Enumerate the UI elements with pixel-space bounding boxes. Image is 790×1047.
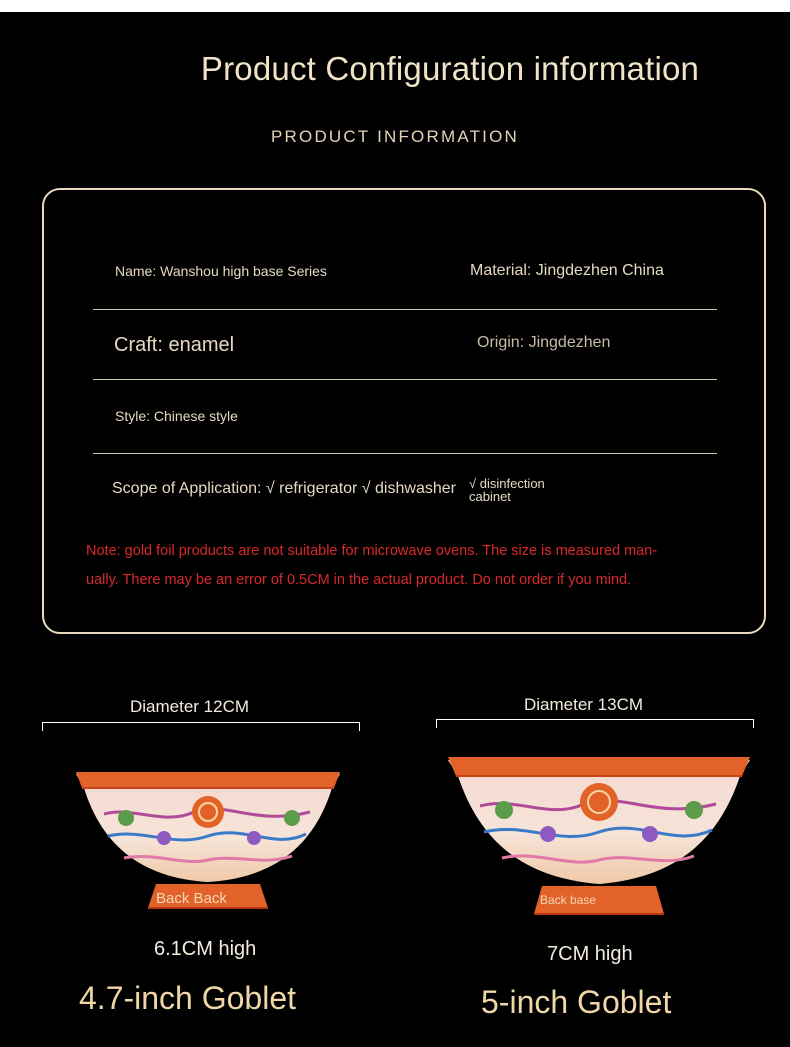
diameter-line [436, 719, 754, 720]
diameter-tick [753, 719, 754, 728]
spec-name: Name: Wanshou high base Series [115, 263, 327, 279]
microwave-note [86, 537, 726, 595]
page-subtitle: PRODUCT INFORMATION [271, 127, 519, 146]
note-line: Note: gold foil products are not suitable for microwave ovens. The size is measured man- [86, 543, 658, 559]
spec-craft: Craft: enamel [114, 334, 235, 356]
spec-scope-extra: cabinet [469, 489, 511, 504]
spec-material: Material: Jingdezhen China [470, 262, 664, 279]
spec-divider [93, 309, 717, 310]
height-label: 6.1CM high [154, 938, 257, 960]
bowl-watermark: Back base [540, 893, 597, 907]
spec-style: Style: Chinese style [115, 408, 238, 424]
diameter-label: Diameter 12CM [130, 697, 250, 716]
bowl-watermark: Back Back [156, 890, 227, 907]
spec-scope: Scope of Application: √ refrigerator √ dishwasher [112, 480, 456, 497]
bowl-image [446, 752, 752, 920]
goblet-name: 4.7-inch Goblet [79, 980, 297, 1016]
spec-divider [93, 453, 717, 454]
diameter-tick [359, 722, 360, 731]
diameter-line [42, 722, 360, 723]
goblet-name: 5-inch Goblet [481, 984, 672, 1020]
diameter-label: Diameter 13CM [524, 695, 644, 714]
spec-origin: Origin: Jingdezhen [477, 334, 611, 351]
height-label: 7CM high [547, 943, 633, 965]
spec-divider [93, 379, 717, 380]
bowl-image [74, 766, 342, 914]
diameter-tick [42, 722, 43, 731]
diameter-tick [436, 719, 437, 728]
spec-scope-extra: √ disinfection [469, 476, 545, 491]
page-title: Product Configuration information [200, 50, 700, 87]
note-line: ually. There may be an error of 0.5CM in the actual product. Do not order if you mind. [86, 572, 632, 588]
top-white-strip [0, 0, 790, 12]
